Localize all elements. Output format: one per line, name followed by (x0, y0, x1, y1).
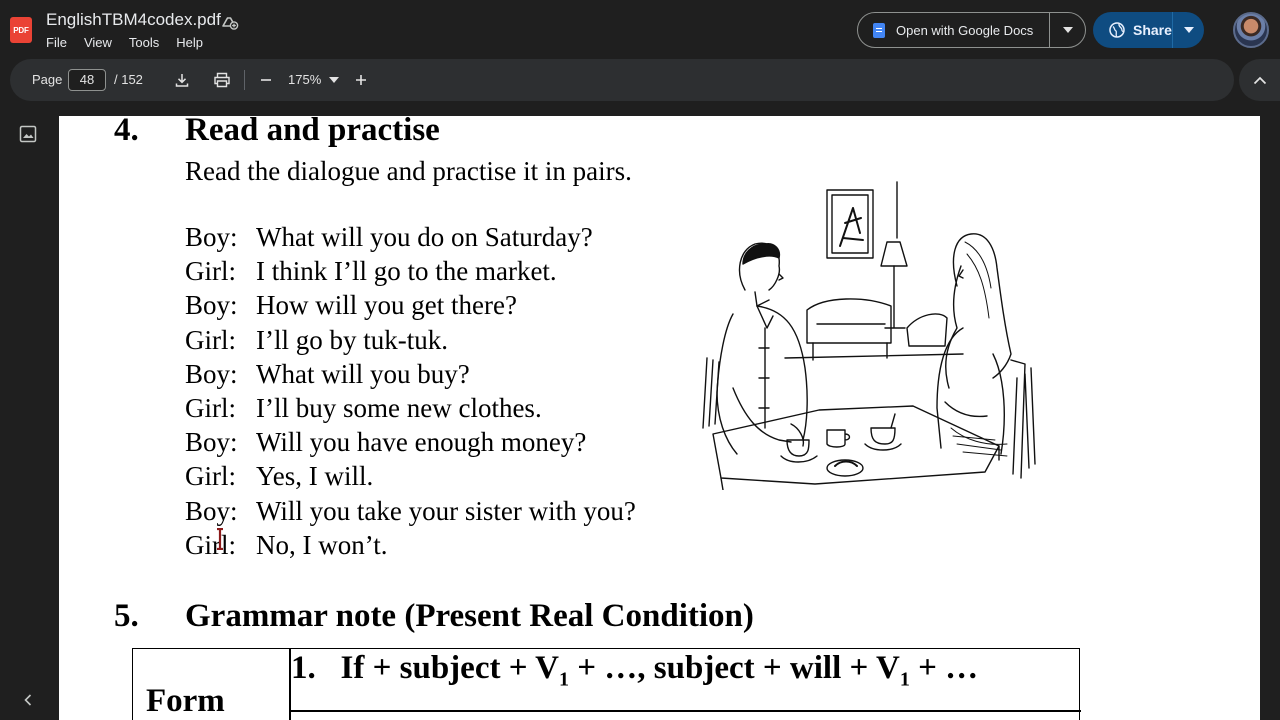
menu-tools[interactable]: Tools (128, 35, 160, 50)
utterance: I’ll go by tuk-tuk. (256, 324, 448, 355)
speaker: Girl: (185, 256, 236, 287)
speaker: Girl: (185, 461, 236, 492)
form-label: Form (146, 683, 225, 719)
section-number: 4. (114, 116, 139, 148)
share-label: Share (1133, 22, 1172, 38)
toolbar-divider (244, 70, 245, 90)
pdf-logo-icon: PDF (10, 17, 32, 43)
chevron-up-icon (1253, 76, 1267, 85)
print-icon[interactable] (212, 70, 232, 90)
utterance: I think I’ll go to the market. (256, 256, 557, 287)
page-label: Page (32, 72, 63, 87)
table-row-divider (289, 710, 1081, 712)
dialogue-line (185, 290, 636, 324)
collapse-toolbar-button[interactable] (1239, 59, 1280, 101)
globe-icon (1109, 22, 1125, 38)
zoom-dropdown-icon[interactable] (324, 70, 344, 90)
section-title: Grammar note (Present Real Condition) (185, 598, 754, 634)
utterance: Will you take your sister with you? (256, 495, 636, 526)
chevron-left-icon (24, 694, 32, 706)
speaker: Girl: (185, 529, 236, 560)
formula-subscript: 1 (899, 668, 910, 691)
formula-part: + …, subject + will + V (569, 650, 900, 686)
account-avatar[interactable] (1233, 12, 1269, 48)
utterance: I’ll buy some new clothes. (256, 392, 542, 423)
zoom-out-icon[interactable] (256, 70, 276, 90)
speaker: Boy: (185, 358, 238, 389)
formula-part: If + subject + V (340, 650, 559, 686)
open-with-docs-button-group (857, 12, 1086, 48)
dialogue-line (185, 393, 636, 427)
title-bar (0, 0, 1280, 58)
speaker: Boy: (185, 495, 238, 526)
zoom-level[interactable]: 175% (288, 72, 322, 87)
speaker: Boy: (185, 222, 238, 252)
formula-number: 1. (291, 650, 316, 686)
cafe-scene-illustration (695, 178, 1045, 490)
utterance: No, I won’t. (256, 529, 388, 560)
utterance: Will you have enough money? (256, 427, 587, 458)
page-number-input[interactable]: 48 (68, 69, 106, 91)
grammar-table (132, 648, 1080, 720)
pdf-page (59, 116, 1260, 720)
file-name[interactable]: EnglishTBM4codex.pdf (46, 10, 221, 29)
formula-subscript: 1 (559, 668, 569, 691)
speaker: Girl: (185, 324, 236, 355)
dialogue-line (185, 461, 636, 495)
utterance: Yes, I will. (256, 461, 374, 492)
section-title: Read and practise (185, 116, 440, 148)
menu-file[interactable]: File (46, 35, 67, 50)
dialogue-line (185, 222, 636, 256)
share-button[interactable] (1093, 12, 1173, 48)
utterance: What will you do on Saturday? (256, 222, 593, 252)
download-icon[interactable] (172, 70, 192, 90)
menu-view[interactable]: View (83, 35, 112, 50)
dialogue-line (185, 496, 636, 530)
dialogue-line (185, 256, 636, 290)
utterance: What will you buy? (256, 358, 470, 389)
text-cursor-icon (216, 528, 224, 550)
speaker: Boy: (185, 427, 238, 458)
caret-down-icon (1184, 27, 1194, 33)
google-docs-icon (873, 23, 885, 38)
zoom-in-icon[interactable] (351, 70, 371, 90)
dialogue-line (185, 325, 636, 359)
menu-help[interactable]: Help (176, 35, 204, 50)
speaker: Boy: (185, 290, 238, 321)
pdf-toolbar (10, 59, 1234, 101)
open-with-docs-button[interactable] (858, 13, 1050, 47)
image-icon[interactable] (19, 125, 37, 143)
share-dropdown-button[interactable] (1173, 27, 1204, 33)
dialogue (185, 222, 636, 564)
sidebar-toggle-button[interactable] (14, 688, 42, 712)
formula-part: + … (909, 650, 979, 686)
section-number: 5. (114, 598, 139, 634)
open-with-docs-label: Open with Google Docs (896, 22, 1034, 38)
instruction-text: Read the dialogue and practise it in pairs. (185, 156, 632, 186)
share-button-group (1093, 12, 1204, 48)
dialogue-line (185, 530, 636, 564)
add-to-drive-icon[interactable] (219, 11, 239, 31)
caret-down-icon (1063, 27, 1073, 33)
open-with-dropdown-button[interactable] (1050, 27, 1085, 33)
dialogue-line (185, 359, 636, 393)
speaker: Girl: (185, 392, 236, 423)
page-total: / 152 (114, 72, 143, 87)
dialogue-line (185, 427, 636, 461)
conditional-formula (291, 650, 978, 692)
utterance: How will you get there? (256, 290, 517, 321)
menu-bar (46, 35, 220, 50)
